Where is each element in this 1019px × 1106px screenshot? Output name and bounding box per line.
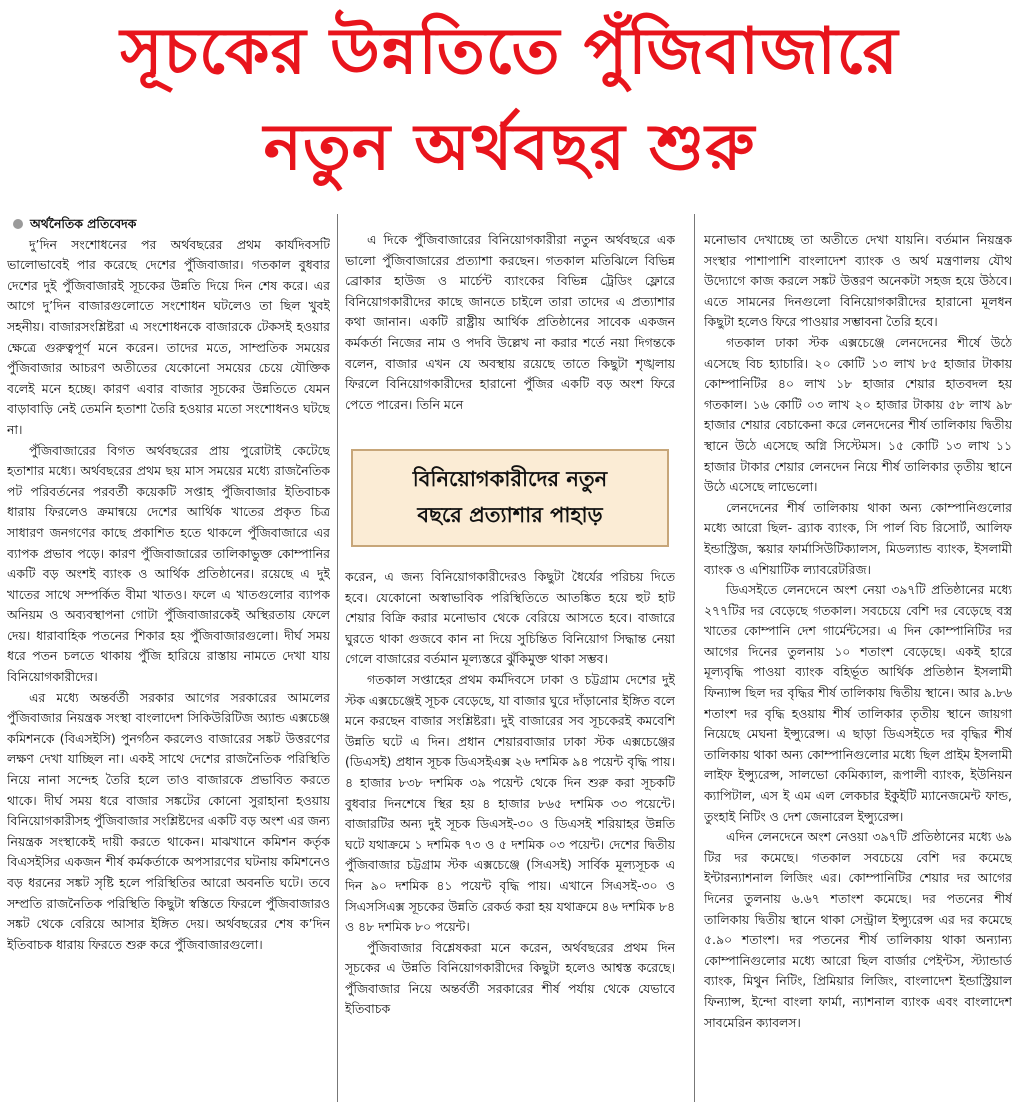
paragraph: গতকাল সপ্তাহের প্রথম কর্মদিবসে ঢাকা ও চট্টগ্রাম দেশের দুই স্টক এক্সচেঞ্জেই সূচক বেড়েছে, যা বাজার ঘুরে দাঁড়ানোর ইঙ্গিত বলে মনে করছেন বাজার সংশ্লিষ্টরা। দুই বাজারের সব সূচকেরই কমবেশি উন্নতি ঘটে এ দিন। প্রধান শেয়ারবাজার ঢাকা স্টক এক্সচেঞ্জের (ডিএসই) প্রধান সূচক ডিএসইএক্স ২৬ দশমিক ৯৪ পয়েন্ট বৃদ্ধি পায়। ৪ হাজার ৮৩৮ দশমিক ৩৯ পয়েন্ট থেকে দিন শুরু করা সূচকটি বুধবার দিনশেষে স্থির হয় ৪ হাজার ৮৬৫ দশমিক ৩৩ পয়েন্টে। বাজারটির অন্য দুই সূচক ডিএসই-৩০ ও ডিএসই শরিয়াহর উন্নতি ঘটে যথাক্রমে ১ দশমিক ৭৩ ও ৫ দশমিক ০৩ পয়েন্ট। দেশের দ্বিতীয় পুঁজিবাজার চট্টগ্রাম স্টক এক্সচেঞ্জে (সিএসই) সার্বিক মূল্যসূচক এ দিন ৯০ দশমিক ৪১ পয়েন্ট বৃদ্ধি পায়। এখানে সিএসই-৩০ ও সিএসসিএক্স সূচকের উন্নতি রেকর্ড করা হয় যথাক্রমে ৪৬ দশমিক ৮৪ ও ৪৮ দশমিক ৮০ পয়েন্ট।	[345, 671, 675, 935]
paragraph: ডিএসইতে লেনদেনে অংশ নেয়া ৩৯৭টি প্রতিষ্ঠানের মধ্যে ২৭৭টির দর বেড়েছে গতকাল। সবচেয়ে বেশি দর বেড়েছে বস্ত্র খাতের কোম্পানি দেশ গার্মেন্টসের। এ দিন কোম্পানিটির দর আগের দিনের তুলনায় ১০ শতাংশ বেড়েছে। একই হারে মূল্যবৃদ্ধি পাওয়া ব্যাংক বহির্ভূত আর্থিক প্রতিষ্ঠান ইসলামী ফিন্যান্স ছিল দর বৃদ্ধির শীর্ষ তালিকায় দ্বিতীয় স্থানে। আর ৯.৮৬ শতাংশ দর বৃদ্ধি হওয়ায় শীর্ষ তালিকার তৃতীয় স্থানে জায়গা নিয়েছে মেঘনা ইন্স্যুরেন্স। এ ছাড়া ডিএসইতে দর বৃদ্ধির শীর্ষ তালিকায় থাকা অন্য কোম্পানিগুলোর মধ্যে ছিল প্রাইম ইসলামী লাইফ ইন্স্যুরেন্স, সালভো কেমিক্যাল, রূপালী ব্যাংক, ইউনিয়ন ক্যাপিটাল, এস ই এম এল লেকচার ইকুইটি ম্যানেজমেন্ট ফান্ড, তুংহাই নিটিং ও দেশ জেনারেল ইন্স্যুরেন্স।	[704, 582, 1012, 824]
paragraph: এদিন লেনদেনে অংশ নেওয়া ৩৯৭টি প্রতিষ্ঠানের মধ্যে ৬৯ টির দর কমেছে। গতকাল সবচেয়ে বেশি দর কমেছে ইন্টারন্যাশনাল লিজিং এর। কোম্পানিটির শেয়ার দর আগের দিনের তুলনায় ৬.৬৭ শতাংশ কমেছে। দর পতনের শীর্ষ তালিকায় দ্বিতীয় স্থানে থাকা সেন্ট্রাল ইন্স্যুরেন্স এর দর কমেছে ৫.৯০ শতাংশ। দর পতনের শীর্ষ তালিকায় থাকা অন্যান্য কোম্পানিগুলোর মধ্যে আরো ছিল বার্জার পেইন্টস, স্ট্যান্ডার্ড ব্যাংক, মিথুন নিটিং, প্রিমিয়ার লিজিং, বাংলাদেশ ইন্ডাস্ট্রিয়াল ফিন্যান্স, ইন্দো বাংলা ফার্মা, ন্যাশনাল ব্যাংক এবং বাংলাদেশ সাবমেরিন ক্যাবলস।	[704, 829, 1012, 1030]
paragraph: লেনদেনের শীর্ষ তালিকায় থাকা অন্য কোম্পানিগুলোর মধ্যে আরো ছিল- ব্র্যাক ব্যাংক, সি পার্ল বিচ রিসোর্ট, আলিফ ইন্ডাস্ট্রিজ, স্কয়ার ফার্মাসিউটিক্যালস, মিডল্যান্ড ব্যাংক, ইসলামী ব্যাংক ও এশিয়াটিক ল্যাবরেটরিজ।	[704, 499, 1012, 577]
article-column-2-bottom	[345, 567, 675, 1102]
paragraph: মনোভাব দেখাচ্ছে তা অতীতে দেখা যায়নি। বর্তমান নিয়ন্ত্রক সংস্থার পাশাপাশি বাংলাদেশ ব্যাংক ও অর্থ মন্ত্রণালয় যৌথ উদ্যোগে কাজ করলে সঙ্কট উত্তরণ অনেকটা সহজ হয়ে উঠবে। এতে সামনের দিনগুলো বিনিয়োগকারীদের হারানো মূলধন কিছুটা হলেও ফিরে পাওয়ার সম্ভাবনা তৈরি হবে।	[704, 232, 1012, 330]
article-column-1	[7, 214, 330, 1102]
paragraph: এর মধ্যে অন্তর্বর্তী সরকার আগের সরকারের আমলের পুঁজিবাজার নিয়ন্ত্রক সংস্থা বাংলাদেশ সিকিউরিটিজ অ্যান্ড এক্সচেঞ্জ কমিশনকে (বিএসইসি) পুনর্গঠন করলেও বাজারের সঙ্কট উত্তরণের লক্ষণ দেখা যাচ্ছিল না। একই সাথে দেশের রাজনৈতিক পরিস্থিতি নিয়ে নানা সন্দেহ তৈরি হলে তাও বাজারকে প্রভাবিত করতে থাকে। দীর্ঘ সময় ধরে বাজার সঙ্কটের কোনো সুরাহানা হওয়ায় বিনিয়োগকারীসহ পুঁজিবাজার সংশ্লিষ্টদের একটি বড় অংশ এর জন্য নিয়ন্ত্রক সংস্থাকেই দায়ী করতে থাকেন। মাঝখানে কমিশন কর্তৃক বিএসইসির একজন শীর্ষ কর্মকর্তাকে অপসারণের ঘটনায় কমিশনেও বড় ধরনের সঙ্কট সৃষ্টি হলে পরিস্থিতির আরো অবনতি ঘটে। তবে সম্প্রতি রাজনৈতিক পরিস্থিতি কিছুটা স্বস্তিতে ফিরলে পুঁজিবাজারও সঙ্কট থেকে বেরিয়ে আসার ইঙ্গিত দেয়। অর্থবছরের শেষ ক’দিন ইতিবাচক ধারায় ফিরতে শুরু করে পুঁজিবাজারগুলো।	[7, 689, 330, 952]
paragraph: করেন, এ জন্য বিনিয়োগকারীদেরও কিছুটা ধৈর্যের পরিচয় দিতে হবে। যেকোনো অস্বাভাবিক পরিস্থিতিতে আতঙ্কিত হয়ে হুট হাট শেয়ার বিক্রি করার মনোভাব থেকে বেরিয়ে আসতে হবে। বাজারে ঘুরতে থাকা গুজবে কান না দিয়ে সুচিন্তিত বিনিয়োগ সিদ্ধান্ত নেয়া গেলে বাজারের বর্তমান মূল্যস্তরে ঝুঁকিমুক্ত থাকা সম্ভব।	[345, 569, 675, 667]
headline	[0, 4, 1019, 196]
pull-quote-line-2: বছরে প্রত্যাশার পাহাড়	[417, 503, 603, 527]
paragraph: পুঁজিবাজারের বিগত অর্থবছরের প্রায় পুরোটাই কেটেছে হতাশার মধ্যে। অর্থবছরের প্রথম ছয় মাস সময়ের মধ্যে রাজনৈতিক পট পরিবর্তনের পরবর্তী কয়েকটি সপ্তাহ পুঁজিবাজার ইতিবাচক ধারায় ফিরলেও ক্রমান্বয়ে দেশের আর্থিক খাতের প্রকৃত চিত্র সাধারণ জনগণের কাছে প্রকাশিত হতে থাকলে পুঁজিবাজারে এর ব্যাপক প্রভাব পড়ে। কারণ পুঁজিবাজারের তালিকাভুক্ত কোম্পানির একটি বড় অংশই ব্যাংক ও আর্থিক প্রতিষ্ঠানের। রয়েছে এ দুই খাতের সাথে সম্পর্কিত বীমা খাতও। ফলে এ খাতগুলোর ব্যাপক অনিয়ম ও অব্যবস্থাপনা গোটা পুঁজিবাজারকেই অস্থিরতায় ফেলে দেয়। ধারাবাহিক পতনের শিকার হয় পুঁজিবাজারগুলো। দীর্ঘ সময় ধরে পতন চলতে থাকায় পুঁজি হারিয়ে রাস্তায় নামতে দেখা যায় বিনিয়োগকারীদের।	[7, 442, 330, 685]
article-column-2-top	[345, 230, 675, 442]
column-divider-1	[337, 214, 338, 1102]
byline-text: অর্থনৈতিক প্রতিবেদক	[30, 216, 137, 231]
paragraph: গতকাল ঢাকা স্টক এক্সচেঞ্জে লেনদেনের শীর্ষে উঠে এসেছে বিচ হ্যাচারি। ২০ কোটি ১৩ লাখ ৮৫ হাজার টাকায় কোম্পানিটির ৪০ লাখ ১৮ হাজার শেয়ার হাতবদল হয় গতকাল। ১৬ কোটি ০৩ লাখ ২০ হাজার টাকায় ৫৮ লাখ ৯৮ হাজার শেয়ার বেচাকেনা করে লেনদেনের শীর্ষ তালিকায় দ্বিতীয় স্থানে উঠে এসেছে অগ্নি সিস্টেমস। ১৫ কোটি ১৩ লাখ ১১ হাজার টাকার শেয়ার লেনদেন নিয়ে শীর্ষ তালিকার তৃতীয় স্থানে উঠে এসেছে লাভেলো।	[704, 334, 1012, 495]
pull-quote-box	[351, 449, 669, 547]
headline-line-1: সূচকের উন্নতিতে পুঁজিবাজারে	[120, 15, 899, 89]
paragraph: এ দিকে পুঁজিবাজারের বিনিয়োগকারীরা নতুন অর্থবছরে এক ভালো পুঁজিবাজারের প্রত্যাশা করছেন। গতকাল মতিঝিলে বিভিন্ন ব্রোকার হাউজ ও মার্চেন্ট ব্যাংকের বিভিন্ন ট্রেডিং ফ্লোরে বিনিয়োগকারীদের কাছে জানতে চাইলে তারা তাদের এ প্রত্যাশার কথা জানান। একটি রাষ্ট্রীয় আর্থিক প্রতিষ্ঠানের সাবেক একজন কর্মকর্তা নিজের নাম ও পদবি উল্লেখ না করার শর্তে নয়া দিগন্তকে বলেন, বাজার এখন যে অবস্থায় রয়েছে তাতে কিছুটা শৃঙ্খলায় ফিরলে বিনিয়োগকারীদের হারানো পুঁজির একটি বড় অংশ ফিরে পেতে পারেন। তিনি মনে	[345, 232, 675, 412]
byline	[7, 214, 330, 235]
column-divider-2	[694, 214, 695, 1102]
headline-line-2: নতুন অর্থবছর শুরু	[263, 111, 756, 185]
bullet-dot-icon	[13, 219, 23, 229]
article-column-3	[704, 230, 1012, 1102]
paragraph: পুঁজিবাজার বিশ্লেষকরা মনে করেন, অর্থবছরের প্রথম দিন সূচকের এ উন্নতি বিনিয়োগকারীদের কিছুটা হলেও আশ্বস্ত করেছে। পুঁজিবাজার নিয়ে অন্তর্বর্তী সরকারের শীর্ষ পর্যায় থেকে যেভাবে ইতিবাচক	[345, 939, 675, 1017]
paragraph: দু’দিন সংশোধনের পর অর্থবছরের প্রথম কার্যদিবসটি ভালোভাবেই পার করেছে দেশের পুঁজিবাজার। গতকাল বুধবার দেশের দুই পুঁজিবাজারই সূচকের উন্নতি দিয়ে দিন শেষ করে। এর আগে দু’দিন বাজারগুলোতে সংশোধন ঘটলেও তা ছিল খুবই সহনীয়। বাজারসংশ্লিষ্টরা এ সংশোধনকে বাজারকে টেকসই হওয়ার ক্ষেত্রে গুরুত্বপূর্ণ মনে করেন। তাদের মতে, সাম্প্রতিক সময়ের পুঁজিবাজার আচরণ অতীতের যেকোনো সময়ের চেয়ে যৌক্তিক বলেই মনে হচ্ছে। কারণ এবার বাজার সূচকের উন্নতিতে যেমন বাড়াবাড়ি নেই তেমনি হতাশা তৈরি হওয়ার মতো সংশোধনও ঘটছে না।	[7, 236, 330, 437]
pull-quote-line-1: বিনিয়োগকারীদের নতুন	[412, 467, 608, 491]
